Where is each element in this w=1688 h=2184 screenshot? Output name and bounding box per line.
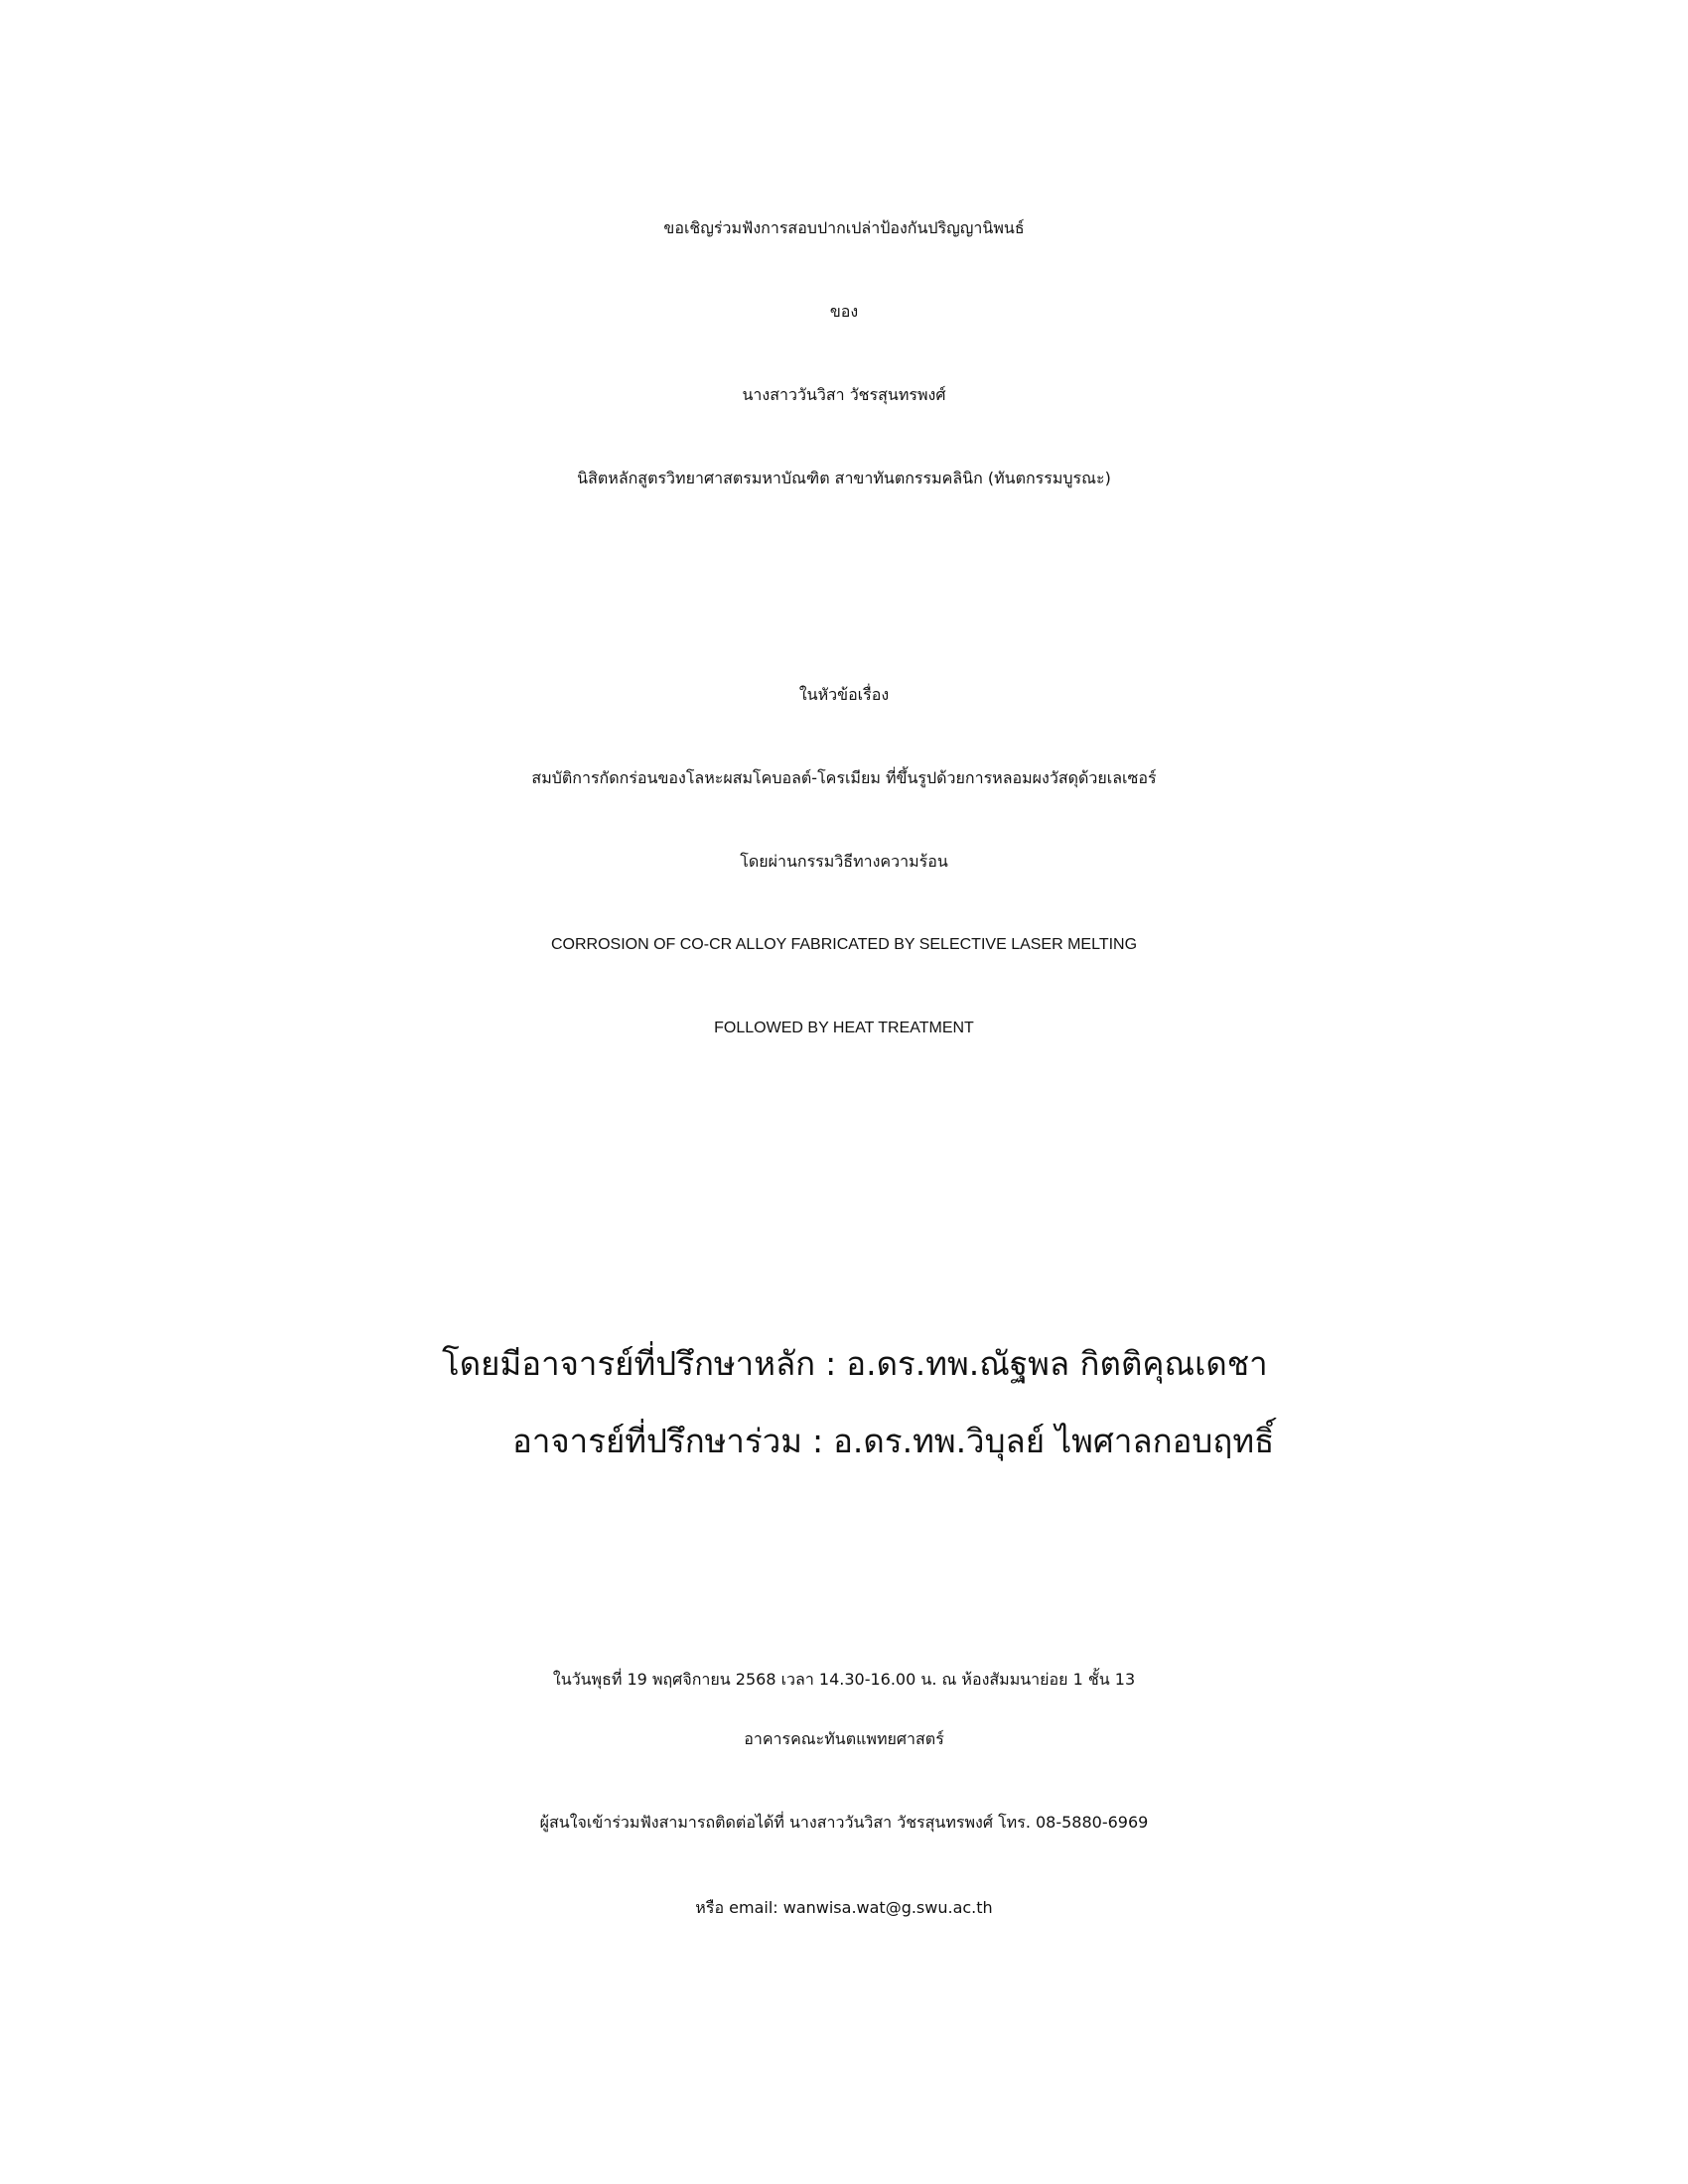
invitation-heading: ขอเชิญร่วมฟังการสอบปากเปล่าป้องกันปริญญานิพนธ์ xyxy=(663,218,1025,237)
topic-title-en-line2: FOLLOWED BY HEAT TREATMENT xyxy=(714,1020,974,1036)
of-label: ของ xyxy=(829,302,859,321)
co-advisor-separator: : xyxy=(811,1422,824,1460)
student-name: นางสาววันวิสา วัชรสุนทรพงศ์ xyxy=(742,385,946,404)
main-advisor-row xyxy=(442,1342,1268,1386)
topic-title-en-line1: CORROSION OF CO-CR ALLOY FABRICATED BY SELECTIVE LASER MELTING xyxy=(550,936,1138,953)
co-advisor-row xyxy=(512,1420,1274,1463)
program-line: นิสิตหลักสูตรวิทยาศาสตรมหาบัณฑิต สาขาทันตกรรมคลินิก (ทันตกรรมบูรณะ) xyxy=(577,469,1111,487)
topic-title-th-line1: สมบัติการกัดกร่อนของโลหะผสมโคบอลต์-โครเมียม ที่ขึ้นรูปด้วยการหลอมผงวัสดุด้วยเลเซอร์ xyxy=(531,768,1157,787)
schedule-datetime-place: ในวันพุธที่ 19 พฤศจิกายน 2568 เวลา 14.30-16.00 น. ณ ห้องสัมมนาย่อย 1 ชั้น 13 xyxy=(552,1670,1136,1689)
topic-title-th-line2: โดยผ่านกรรมวิธีทางความร้อน xyxy=(740,852,948,871)
schedule-building: อาคารคณะทันตแพทยศาสตร์ xyxy=(744,1729,944,1748)
co-advisor-label: อาจารย์ที่ปรึกษาร่วม xyxy=(512,1422,802,1460)
co-advisor-name: อ.ดร.ทพ.วิบุลย์ ไพศาลกอบฤทธิ์ xyxy=(833,1422,1275,1460)
main-advisor-name: อ.ดร.ทพ.ณัฐพล กิตติคุณเดชา xyxy=(846,1344,1268,1383)
main-advisor-label: โดยมีอาจารย์ที่ปรึกษาหลัก xyxy=(442,1344,816,1383)
main-advisor-separator: : xyxy=(825,1344,837,1383)
contact-line: ผู้สนใจเข้าร่วมฟังสามารถติดต่อได้ที่ นางสาววันวิสา วัชรสุนทรพงศ์ โทร. 08-5880-6969 xyxy=(539,1813,1149,1832)
topic-label: ในหัวข้อเรื่อง xyxy=(798,685,890,704)
email-line: หรือ email: wanwisa.wat@g.swu.ac.th xyxy=(695,1898,993,1917)
